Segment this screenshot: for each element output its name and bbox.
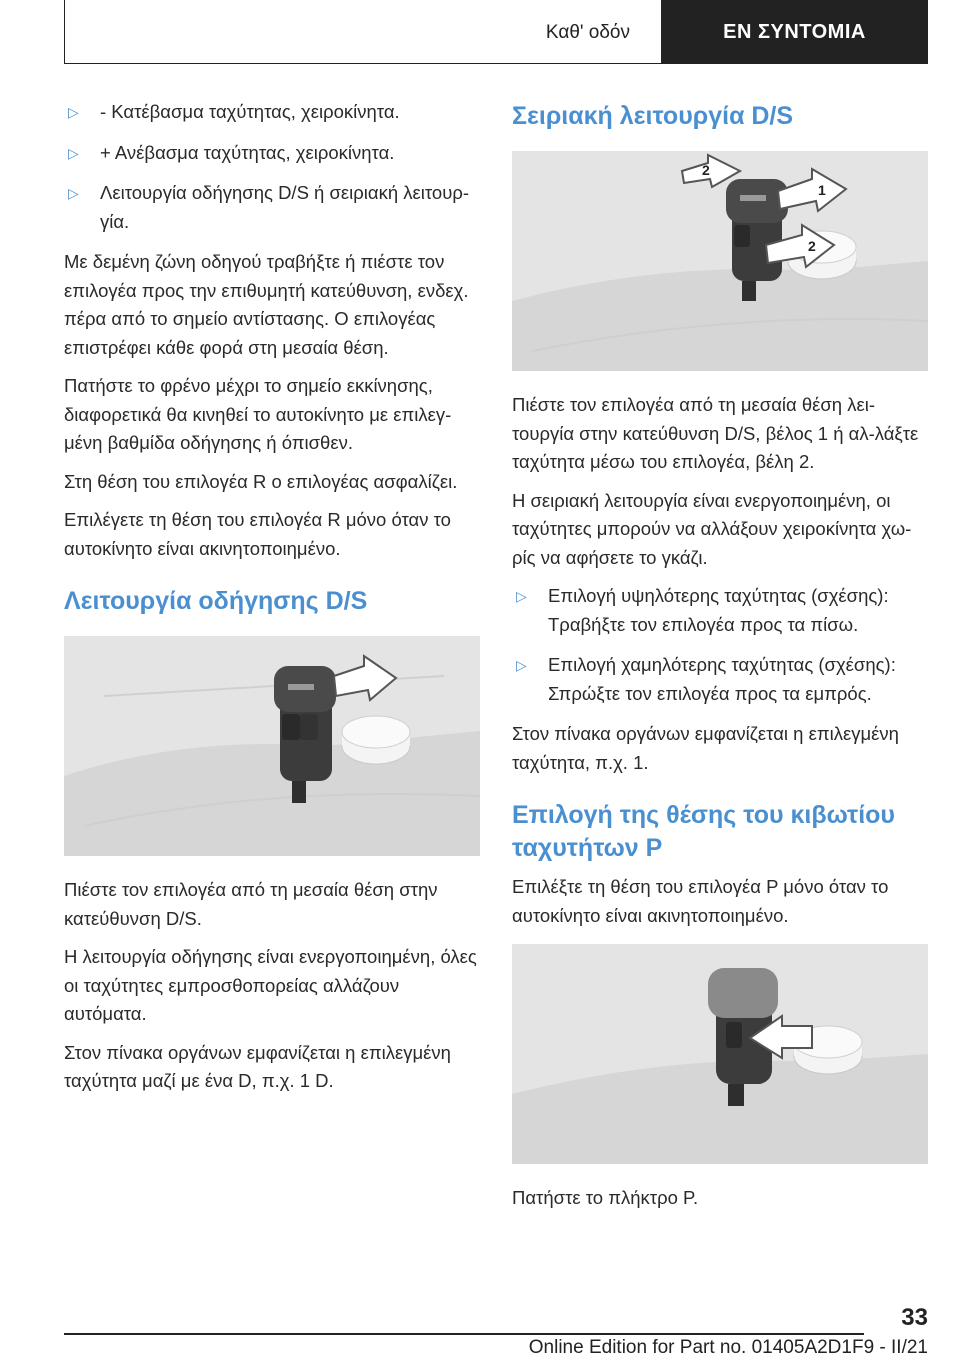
paragraph: Πατήστε το φρένο μέχρι το σημείο εκκίνησης, διαφορετικά θα κινηθεί το αυτοκίνητο με επιλεγ-μένη βαθμίδα οδήγησης ή όπισθεν. [64,375,452,453]
header-section-title: Καθ' οδόν [545,22,630,43]
list-item [512,651,928,708]
paragraph: Πατήστε το πλήκτρο P. [512,1187,699,1208]
bullet-text: Επιλογή υψηλότερης ταχύτητας (σχέσης): Τραβήξτε τον επιλογέα προς τα πίσω. [548,585,889,635]
right-column [512,98,928,1223]
figure-gear-selector-ds [64,636,480,856]
paragraph: Η λειτουργία οδήγησης είναι ενεργοποιημένη, όλες οι ταχύτητες εμπροσθοπορείας αλλάζουν αυτόματα. [64,946,477,1024]
paragraph: Στον πίνακα οργάνων εμφανίζεται η επιλεγμένη ταχύτητα μαζί με ένα D, π.χ. 1 D. [64,1041,451,1091]
bullet-text: - Κατέβασμα ταχύτητας, χειροκίνητα. [100,101,400,122]
bullet-triangle-icon: ▷ [68,104,79,120]
figure-label: 2 [702,162,710,178]
paragraph: Στον πίνακα οργάνων εμφανίζεται η επιλεγμένη ταχύτητα, π.χ. 1. [512,723,899,773]
paragraph: Πιέστε τον επιλογέα από τη μεσαία θέση στην κατεύθυνση D/S. [64,879,438,929]
paragraph: Στη θέση του επιλογέα R ο επιλογέας ασφαλίζει. [64,470,458,492]
section-heading-sequential: Σειριακή λειτουργία D/S [512,102,794,130]
bullet-text: Λειτουργία οδήγησης D/S ή σειριακή λειτουρ-γία. [100,182,469,232]
left-column [64,98,480,1106]
footer-divider [64,1333,864,1335]
figure-label: 2 [808,238,816,254]
list-item [512,582,928,639]
list-item [64,98,480,127]
paragraph: Πιέστε τον επιλογέα από τη μεσαία θέση λει-τουργία στην κατεύθυνση D/S, βέλος 1 ή αλ-λάξτε ταχύτητα μέσω του επιλογέα, βέλη 2. [512,394,919,472]
bullet-triangle-icon: ▷ [68,144,79,161]
figure-gear-selector-sequential [512,151,928,371]
footer-edition: Online Edition for Part no. 01405A2D1F9 - II/21 [528,1337,928,1358]
bullet-text: + Ανέβασμα ταχύτητας, χειροκίνητα. [100,141,395,163]
page-number: 33 [901,1304,928,1331]
list-item [64,139,480,168]
paragraph: Η σειριακή λειτουργία είναι ενεργοποιημένη, οι ταχύτητες μπορούν να αλλάξουν χειροκίνητα χω-ρίς να αφήσετε το γκάζι. [512,489,912,568]
figure-park-button [512,944,928,1164]
list-item [64,179,480,236]
paragraph: Επιλέξτε τη θέση του επιλογέα P μόνο όταν το αυτοκίνητο είναι ακινητοποιημένο. [512,876,889,926]
section-heading-park: Επιλογή της θέσης του κιβωτίου ταχυτήτων P [512,801,895,862]
bullet-triangle-icon: ▷ [516,588,527,604]
header-chapter-tab[interactable]: ΕΝ ΣΥΝΤΟΜΙΑ [661,0,928,64]
bullet-triangle-icon: ▷ [516,657,527,673]
figure-label: 1 [818,182,826,198]
bullet-triangle-icon: ▷ [68,185,79,201]
paragraph: Με δεμένη ζώνη οδηγού τραβήξτε ή πιέστε τον επιλογέα προς την επιθυμητή κατεύθυνση, ενδεχ. πέρα από το σημείο αντίστασης. Ο επιλογέας επιστρέφει κάθε φορά στη μεσαία θέση. [64,251,469,358]
paragraph: Επιλέγετε τη θέση του επιλογέα R μόνο όταν το αυτοκίνητο είναι ακινητοποιημένο. [64,509,451,559]
bullet-text: Επιλογή χαμηλότερης ταχύτητας (σχέσης): Σπρώξτε τον επιλογέα προς τα εμπρός. [548,654,896,704]
section-heading-ds-mode: Λειτουργία οδήγησης D/S [64,587,368,615]
